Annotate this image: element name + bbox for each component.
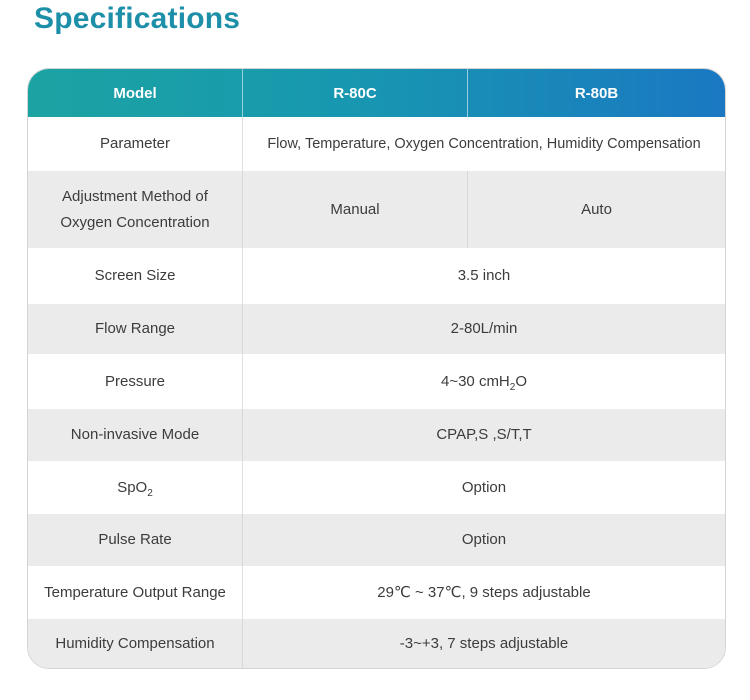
row-value: Option — [242, 514, 725, 566]
table-row — [28, 171, 725, 248]
row-value-r80b: Auto — [467, 171, 725, 248]
row-value: CPAP,S ,S/T,T — [242, 409, 725, 461]
spo2-label: SpO — [117, 478, 148, 496]
row-label — [28, 461, 242, 514]
table-row — [28, 566, 725, 619]
row-label: Pressure — [104, 372, 166, 390]
pressure-subscript: 2 — [509, 381, 516, 393]
row-value: 2-80L/min — [242, 304, 725, 354]
header-r80b: R-80B — [467, 69, 725, 117]
table-row — [28, 304, 725, 354]
row-label: Non-invasive Mode — [70, 426, 200, 443]
row-value — [242, 354, 725, 409]
header-model: Model — [113, 84, 157, 102]
table-row — [28, 461, 725, 514]
table-row — [28, 248, 725, 304]
row-label: Pulse Rate — [98, 531, 172, 548]
row-label-line: Adjustment Method of — [62, 187, 208, 205]
row-value: 29℃ ~ 37℃, 9 steps adjustable — [242, 566, 725, 619]
specifications-table — [27, 68, 726, 669]
pressure-value: 4~30 cmH — [440, 372, 510, 390]
header-r80c: R-80C — [242, 69, 467, 117]
row-label: Flow Range — [94, 320, 176, 337]
table-row — [28, 514, 725, 566]
row-value: Option — [242, 461, 725, 514]
row-value: 3.5 inch — [242, 248, 725, 304]
table-row — [28, 354, 725, 409]
table-row — [28, 117, 725, 171]
row-label: Parameter — [99, 135, 171, 152]
row-label: Humidity Compensation — [55, 634, 215, 652]
row-value-r80c: Manual — [242, 171, 467, 248]
table-row — [28, 409, 725, 461]
row-value: Flow, Temperature, Oxygen Concentration, Humidity Compensation — [242, 117, 725, 171]
table-row — [28, 619, 725, 668]
spo2-subscript: 2 — [147, 487, 153, 499]
table-header-row — [28, 69, 725, 117]
row-value: -3~+3, 7 steps adjustable — [242, 619, 725, 668]
row-label: Screen Size — [94, 267, 176, 284]
page-title: Specifications — [34, 2, 241, 35]
pressure-unit-tail: O — [515, 372, 528, 390]
row-label-line: Oxygen Concentration — [60, 213, 210, 231]
row-label — [28, 171, 242, 248]
row-label: Temperature Output Range — [44, 583, 226, 601]
